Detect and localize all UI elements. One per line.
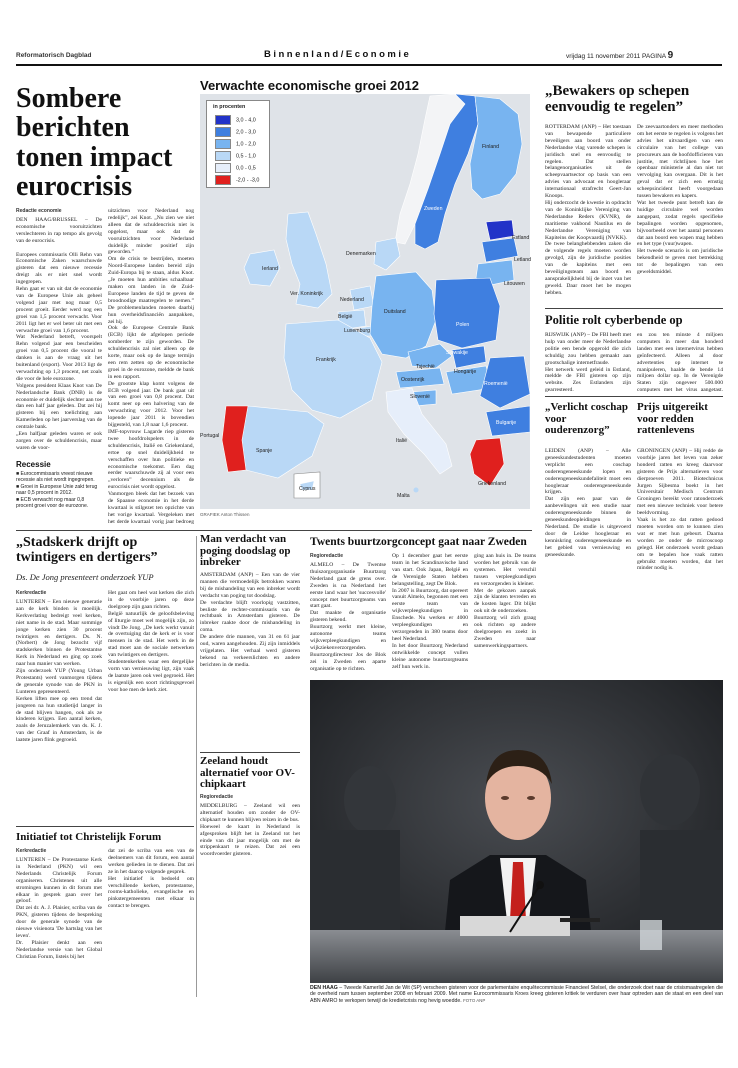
zeeland-kicker: Regioredactie	[200, 794, 234, 800]
legend-swatch	[215, 151, 231, 161]
legend-swatch	[215, 127, 231, 137]
hearing-photo	[310, 680, 723, 983]
country-label: Spanje	[256, 448, 273, 454]
section-divider	[16, 530, 532, 531]
country-label: Litouwen	[504, 281, 525, 287]
stadskerk-col2: Het gaat om heel wat kerken die zich in de voorbije jaren op deze doelgroep zijn gaan richten. België natuurlijk de geloofsbeleving of liturgie moet wel mogelijk zijn, zo vindt De Jong. „De kerk werkt vanuit de overtuiging dat de kerk er is voor mensen in de stad. Het werk in de stad moet aan de sociale netwerken van twintigers en dertigers. Studentenkerken waar een dergelijke vorm van vernieuwing ligt, zijn vaak de laatste jaren ook veel gegroeid. Het is eigenlijk een soort richtingsgevoel voor hoe men de kerk ziet.	[108, 590, 194, 693]
divider	[16, 826, 194, 827]
map-germany	[370, 272, 436, 358]
recessie-box	[16, 460, 102, 509]
country-label: Italië	[396, 438, 407, 444]
country-label: Oostenrijk	[401, 377, 425, 383]
initiatief-kicker: Kerkredactie	[16, 848, 47, 854]
country-label: Denemarken	[346, 251, 376, 257]
map-malta	[414, 488, 419, 493]
initiatief-headline: Initiatief tot Christelijk Forum	[16, 831, 162, 843]
country-label: Frankrijk	[316, 357, 336, 363]
map-estonia	[486, 220, 514, 240]
verlicht-text: LEIDEN (ANP) – Alle geneeskundestudenten moeten verplicht een coschap ouderengeneeskunde lopen en ouderengeneeskundefaliteit moet een hoogleraar ouderengeneeskunde krijgen. Dat zijn een paar van de aanbevelingen uit een studie naar ouderengeneeskunde binnen de geneeskundeopleidingen in Nederland. De studie is uitgevoerd door de Leidse hoogleraar en kenniskring ouderengeneeskunde en het gebied van vernieuwing en geneeskunde.	[545, 448, 631, 558]
main-headline: Sombere berichten tonen impact eurocrisis	[16, 83, 173, 203]
prijs-headline: Prijs uitgereikt voor redden rattenlevens	[637, 401, 708, 437]
legend-row: 3,0 - 4,0	[215, 115, 256, 125]
bewakers-col1: ROTTERDAM (ANP) – Het toestaan van bewapende particuliere beveiligers aan boord van onder Nederlandse vlag varende schepen is juridisch snel en eenvoudig te regelen. Dat stellen belangenorganisaties uit de scheepvaartsector op basis van een advies van advocaat en hoogleraar internationaal strafrecht Geert-Jan Knoops. Hij onderzocht de kwestie in opdracht van de Koninklijke Vereniging van Nederlandse Reders (KVNR), de maritieme vakbond Nautilus en de Nederlandse Vereniging van Kapiteins der Koopvaardij (NVKK). De twee belanghebbenden zaken die de volgende regels moeten worden gevolgd, zijn de juridische posities van de kapiteins met een beveiligingsteam aan boord en aansprakelijkheid bij de inzet van het geweld. Daar moet het be mogen hebben.	[545, 124, 631, 296]
main-kicker: Redactie economie	[16, 208, 62, 214]
country-label: Letland	[514, 257, 532, 263]
stadskerk-kicker: Kerkredactie	[16, 590, 47, 596]
twents-headline: Twents buurtzorgconcept gaat naar Zweden	[310, 536, 527, 548]
legend-row: -2,0 - -3,0	[215, 175, 259, 185]
zeeland-headline: Zeeland houdt alternatief voor OV-chipkaart	[200, 755, 295, 791]
map-legend	[206, 100, 270, 188]
country-label: Zweden	[424, 206, 443, 212]
politie-col2: en zou ten minste 4 miljoen computers in meer dan honderd landen met een internetvirus hebben geïnfecteerd. Alleen al door advertenties op internet te manipuleren, haalde de bende 14 miljoen dollar op. In de Verenigde Staten zijn ongeveer 500.000 computers met het virus aangetast.	[637, 332, 723, 394]
bewakers-headline: „Bewakers op schepen eenvoudig te regelen”	[545, 83, 690, 115]
divider	[545, 308, 723, 309]
stadskerk-headline: „Stadskerk drijft op twintigers en dertigers”	[16, 535, 158, 565]
country-label: Hongarije	[454, 369, 477, 375]
recessie-item: ■ ECB verwacht nog maar 0,8 procent groei voor de eurozone.	[16, 496, 89, 510]
legend-swatch	[215, 163, 231, 173]
politie-col1: RIJSWIJK (ANP) – De FBI heeft met hulp van onder meer de Nederlandse politie een bende opgerold die zich schuldig zou hebben gemaakt aan grootschalige internetfraude. Het netwerk werd geleid in Estland, meldde de FBI gisteren op zijn website. Zes Estlanders zijn gearresteerd.	[545, 332, 631, 394]
twents-col3: ging aan huis in. De teams worden het gebruik van de systemen. Het verschil tussen verpleegkundigen en verzorgenden is kleiner. Met de gekozen aanpak zijn de klanten tevreden en de kosten lager. Dit blijkt ook uit de onderzoeken. Buurtzorg wil zich graag ook richten op andere doelgroepen en zoekt in Zweden naar samenwerkingspartners.	[474, 553, 536, 649]
stadskerk-subheadline: Ds. De Jong presenteert onderzoek YUP	[16, 572, 154, 582]
doodslag-text: AMSTERDAM (ANP) – Een van de vier mannen die vermoedelijk betrokken waren bij de mishandeling van een inbreker wordt verdacht van poging tot doodslag. De verdachte blijft voorlopig vastzitten, besliste de rechter-commissaris van de rechtbank in Amsterdam gisteren. De inbreker raakte door de mishandeling in coma. De andere drie mannen, van 31 en 61 jaar oud, waren aangehouden. Zij zijn inmiddels vrijgelaten. Het verhaal werd gisteren bekend na verkeerslichten en andere berichten in de media.	[200, 572, 300, 668]
legend-title: in procenten	[213, 104, 246, 110]
legend-row: 0,0 - 0,5	[215, 163, 256, 173]
map-title: Verwachte economische groei 2012	[200, 78, 419, 93]
page-label: PAGINA	[642, 53, 666, 60]
caption-location: DEN HAAG	[310, 985, 338, 991]
zeeland-text: MIDDELBURG – Zeeland wil een alternatief houden om zonder de OV-chipkaart te kunnen blijven reizen in de bus. Hoeweel de kaart in Nederland is afgesproken blijft het in Zeeland tot het einde van dit jaar mogelijk om met de strippenkaart te reizen. Dat zei een woordvoerder gisteren.	[200, 803, 300, 858]
publication-name: Reformatorisch Dagblad	[16, 52, 92, 59]
map-poland	[434, 278, 500, 348]
date-text: vrijdag 11 november 2011	[566, 53, 641, 60]
country-label: Malta	[397, 493, 410, 499]
main-col1: DEN HAAG/BRUSSEL – De economische vooruitzichten verslechteren in rap tempo als gevolg van de eurocrisis. Europees commissaris Olli Rehn van Economische Zaken waarschuwde gisteren dat een nieuwe recessie dreigt als er niet snel wordt ingegrepen. Rehn gaat er van uit dat de economie van de Europese Unie als geheel volgend jaar met nog maar 0,5 procent groeit. Eerder werd nog een groei van 1,5 procent verwacht. Voor 2011 ligt het er wel beter uit met een verwachte groei van 1,6 procent. Wat Nederland betreft, voorspelt Rehn volgend jaar een bescheiden groei van 0,5 procent die vooral te danken is aan de vraag uit het buitenland (export). Voor 2013 ligt de verwachting op 1,3 procent, net zoals die voor de hele eurozone. Volgens president Klaas Knot van De Nederlandsche Bank (DNB) is de economie er duidelijk slechter aan toe dan een half jaar geleden. Dat zei hij gisteren bij een toelichting aan Kamerleden op het jaarverslag van de centrale bank. „Een halfjaar geleden waren er ook zorgen over de schuldencrisis, maar waren de voor-	[16, 217, 102, 451]
column-rule	[196, 536, 197, 997]
map-credit: GRAFIEK Anton Thissen	[200, 512, 250, 517]
header-rule	[16, 64, 722, 66]
politie-headline: Politie rolt cyberbende op	[545, 313, 683, 327]
recessie-item: ■ Groei in Europese Unie zakt terug naar 0,5 procent in 2012.	[16, 483, 98, 497]
country-label: Portugal	[200, 433, 220, 439]
photo-caption	[310, 985, 723, 1004]
divider	[545, 396, 723, 397]
country-label: Griekenland	[478, 481, 506, 487]
initiatief-col1: LUNTEREN – De Protestantse Kerk in Nederland (PKN) wil een Nederlands Christelijk Forum organiseren. Christenen uit alle stromingen kunnen in dit forum met elkaar in gesprek gaan over het geloof. Dat zei dr. A. J. Plaisier, scriba van de PKN, gisteren tijdens de bespreking door de generale synode van de nieuwe visienota 'De hartslag van het leven'. Dr. Plaisier denkt aan een Nederlandse versie van het Global Christian Forum, listeis bij het	[16, 857, 102, 960]
recessie-item: ■ Eurocommissaris vreest nieuwe recessie als niet wordt ingegrepen.	[16, 471, 95, 484]
initiatief-col2: dat zei de scriba van een van de deelnemers van dit forum, een aantal werken gelieden in te dienen. Dat zei ze in het daarop volgende gesprek. Het initiatief is bedoeld om verschillende kerken, protestantse, rooms-katholieke, evangelische en pinkstergemeenten met elkaar in contact te brengen.	[108, 848, 194, 910]
country-label: Bulgarije	[496, 420, 517, 426]
country-label: Estland	[512, 235, 530, 241]
country-label: Finland	[482, 144, 500, 150]
header-date	[566, 50, 673, 61]
section-title: Binnenland/Economie	[264, 49, 412, 60]
verlicht-headline: „Verlicht coschap voor ouderenzorg”	[545, 401, 629, 437]
twents-col1: ALMELO – De Twentse thuiszorgorganisatie Buurtzorg Nederland gaat de grens over. Zweden is na Nederland het eerste land waar het 'succesvolle' concept met buurtzorgteams van start gaat. Dat maakte de organisatie gisteren bekend. Buurtzorg werkt met kleine, autonome teams wijkverpleegkundigen en wijkziekenverzorgenden. Buurtzorgdirecteur Jos de Blok zei in Zweden een aparte organisatie op te richten.	[310, 562, 386, 672]
country-label: Slowakije	[446, 350, 468, 356]
country-label: Luxemburg	[344, 328, 370, 334]
legend-row: 2,0 - 3,0	[215, 127, 256, 137]
legend-swatch	[215, 139, 231, 149]
photo-credit: FOTO ANP	[463, 997, 486, 1003]
bewakers-col2: De zeevaartonders en meer methoden om het eerste te regelen is volgens het advies het uitvaardigen van een circulaire van het college van procureurs aan de hoofdofficieren van justitie, met richtlijnen hoe het openbaar ministerie al dan niet tot vervolging kan overgaan. Dit is het geval dat er zich een ernstig scheepsincident heeft voorgedaan tussen bewakers en kapers. Wat het tweede punt betreft kan de huidige circulaire wel worden aangepast, zodat regels specifieke bepalingen worden opgenomen, bijvoorbeeld over het aantal personen dat aan boord een wapen mag hebben en het type (vuur)wapen. Het tweede scenario is om juridische bekendheid te geven met betrekking tot de bepalingen van een geweldsmiddel.	[637, 124, 723, 276]
twents-kicker: Regioredactie	[310, 553, 344, 559]
legend-row: 0,5 - 1,0	[215, 151, 256, 161]
country-label: België	[338, 314, 353, 320]
photo-scene	[310, 680, 723, 983]
caption-text: – Tweede Kamerlid Jan de Wit (SP) verscheen gisteren voor de parlementaire enquêtecommissie Financieel Stelsel, die onderzoek doet naar de crisismaatregelen die de overheid nam tussen september 2008 en februari 2009. Met name Eurocommissaris Kroes kreeg gisteren kritiek te verduren over haar optreden aan de staat en een deel van ABN AMRO te verkopen terwijl de kredietcrisis nog hevig woedde.	[310, 985, 723, 1004]
country-label: Polen	[456, 322, 470, 328]
legend-row: 1,0 - 2,0	[215, 139, 256, 149]
doodslag-headline: Man verdacht van poging doodslag op inbreker	[200, 533, 291, 569]
country-label: Nederland	[340, 297, 364, 303]
country-label: Tsjechië	[416, 364, 435, 370]
page-number: 9	[667, 50, 674, 61]
country-label: Cyprus	[299, 486, 316, 492]
divider	[200, 752, 300, 753]
legend-swatch	[215, 175, 231, 185]
country-label: Ierland	[262, 266, 278, 272]
country-label: Ver. Koninkrijk	[290, 291, 323, 297]
main-col2: uitzichten voor Nederland nog redelijk”, zei Knot. „Nu zien we niet alleen dat de schuldencrisis niet is opgelost, maar ook dat de vooruitzichten voor Nederland duidelijk minder positief zijn geworden.” Om de crisis te bestrijden, moeten Noord-Europese landen bereid zijn Zuid-Europa bij te staan, aldus Knot. „Je moeten hun ambities schaalbaar maken om landen in de Zuid-Europese landen de tijd te geven de broodnodige maatregelen te nemen.” De problemenlanden moeten daarbij hun overheidsfinanciën aanpakken, zei hij. Ook de Europese Centrale Bank (ECB) lijkt de afgelopen periode somberder te zijn geworden. De schuldencrisis zal niet alleen op de korte, maar ook op de lange termijn een rem zetten op de economische groei in de eurozone, meldde de bank in een rapport. De grootste klap komt volgens de ECB volgend jaar. De bank gaat uit van een groei van 0,8 procent. Dat komt neer op een halvering van de verwachting voor 2012. Voor het lopende jaar 2011 is bovendien bijgesteld, van 1,8 naar 1,6 procent. IMF-topvrouw Lagarde riep gisteren twee hoofdrolspelers in de schuldencrisis, Italië en Griekenland, ertoe op snel duidelijkheid te verschaffen over hun politieke en economische toekomst. Een dag eerder waarschuwde zij al voor een „verloren” decennium als de eurocrisis niet wordt opgelost. Vanmorgen bleek dat het bezoek van de Spaanse economie in het derde kwartaal is stilgezet ten opzichte van het vorige kwartaal. Vergeleken met het derde kwartaal vorig jaar bedroeg	[108, 208, 194, 525]
country-label: Slovenië	[410, 394, 430, 400]
legend-swatch	[215, 115, 231, 125]
prijs-text: GRONINGEN (ANP) – Hij redde de voorbije jaren het leven van zeker honderd ratten en kreeg daarvoor gisteren de Prijs alternatieven voor dierproeven 2011. Biotechnicus Jurgen Sijbesma boekt in het Universitair Medisch Centrum Groningen bereikt voor ratonderzoek met een nieuwe techniek voor betere beeldvorming. Vaak is het zo dat ratten gedood moeten worden om te kunnen zien wat er met hun gebeurt. Daarna worden ze onder de microscoop gelegd. Het onderzoek wordt gedaan om te bepalen hoe vaak ratten gebruikt moeten worden, dat het minder nodig is.	[637, 448, 723, 572]
country-label: Roemenië	[484, 381, 508, 387]
country-label: Duitsland	[384, 309, 406, 315]
stadskerk-col1: LUNTEREN – Een nieuwe generatie aan de kerk binden is moeilijk. Kerkverlating bedreigt veel kerken, niet name in de stad. Maar sommige jonge kerken zien 30 procent twintigers en dertigers. Ds. N. (Norbert) de Jong bezocht vijf stadskerken binnen de Protestantse Kerk in Nederland en ging op zoek naar hun manier van werken. Zijn onderzoek YUP (Young Urban Protestants) werd vanmorgen tijdens de generale synode van de PKN in Lunteren gepresenteerd. Kerken liften mee op een trend dat jongeren na hun studietijd langer in de stad blijven hangen, ook als ze kinderen krijgen. Een aantal kerken, zoals de Jeruzalemkerk van ds. K. J. van der Graaf in Amsterdam, is de laatste jaren flink gegroeid.	[16, 599, 102, 744]
recessie-title: Recessie	[16, 460, 51, 469]
twents-col2: Op 1 december gaat het eerste team in het Scandinavische land van start. Ook Japan, België en de Verenigde Staten hebben belangstelling, zegt De Blok. In 2007 is Buurtzorg, dat opereert vanuit Almelo, begonnen met een eerste team van wijkverpleegkundigen in Enschede. Nu werken er 4000 verpleegkundigen en verzorgenden in 380 teams door heel Nederland. In het door Buurtzorg Nederland ontwikkelde concept vullen kleine autonome buurtzorgteams zelf hun werk in.	[392, 553, 468, 670]
